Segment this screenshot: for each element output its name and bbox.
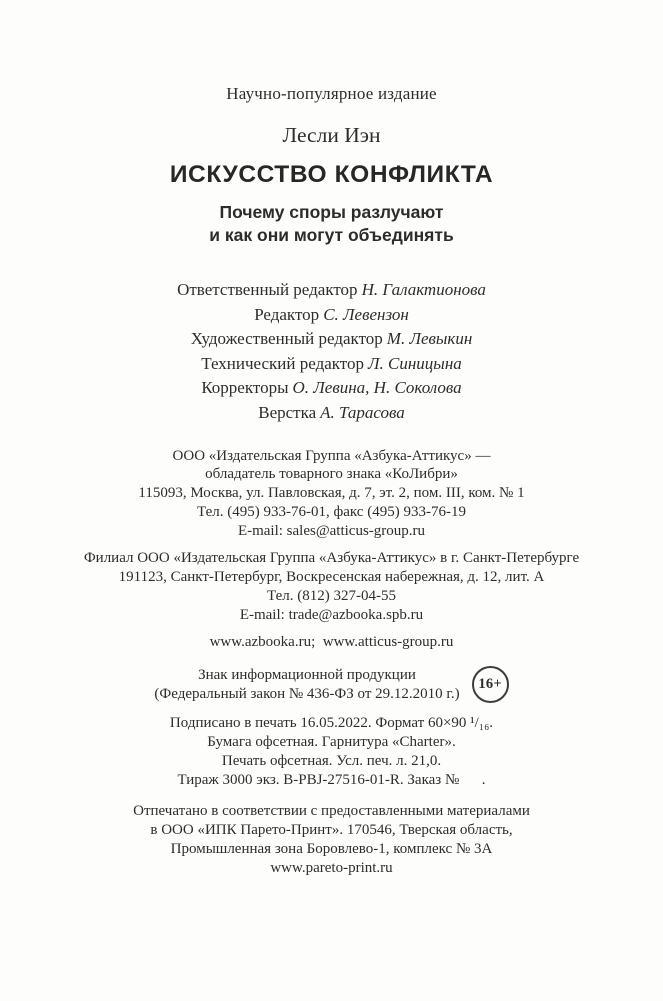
subtitle-line-1: Почему споры разлучают: [219, 202, 444, 222]
credit-row-layout: [0, 401, 663, 426]
printer-line: Промышленная зона Боровлево-1, комплекс № 3А: [170, 840, 493, 857]
credit-name: Н. Галактионова: [361, 280, 486, 299]
print-info-line: Бумага офсетная. Гарнитура «Charter».: [207, 734, 456, 751]
credit-role: Корректоры: [201, 378, 289, 398]
branch-address: 191123, Санкт-Петербург, Воскресенская набережная, д. 12, лит. А: [118, 569, 545, 585]
credit-name: О. Левина, Н. Соколова: [292, 378, 462, 398]
print-info-line: Печать офсетная. Усл. печ. л. 21,0.: [221, 753, 442, 770]
credit-role: Верстка: [258, 402, 317, 422]
credit-name: А. Тарасова: [320, 402, 405, 422]
age-mark-line-2: (Федеральный закон № 436-ФЗ от 29.12.2010 г.): [154, 685, 460, 702]
print-info: [0, 714, 663, 790]
print-info-line: Подписано в печать 16.05.2022. Формат 60×90 ¹/₁₆.: [169, 715, 494, 732]
credit-row-editor: [0, 303, 663, 328]
book-subtitle: [0, 201, 663, 247]
age-rating-badge: 16+: [472, 666, 509, 703]
credit-row-technical-editor: [0, 352, 663, 377]
credit-name: Л. Синицына: [368, 353, 462, 373]
publisher-info: [0, 447, 663, 542]
websites-line: www.azbooka.ru; www.atticus-group.ru: [209, 633, 454, 650]
credit-name: М. Левыкин: [386, 329, 473, 349]
credits-list: [0, 278, 663, 426]
printer-line: Отпечатано в соответствии с предоставленными материалами: [133, 803, 530, 820]
author-name: Лесли Иэн: [282, 123, 381, 147]
age-mark-section: [0, 666, 663, 704]
credit-role: Редактор: [254, 304, 320, 324]
publisher-line: обладатель товарного знака «КоЛибри»: [205, 466, 458, 483]
publisher-email: E-mail: sales@atticus-group.ru: [237, 523, 426, 540]
publisher-line: ООО «Издательская Группа «Азбука-Аттикус» —: [172, 447, 491, 464]
credit-row-managing-editor: [0, 278, 663, 303]
credit-row-art-editor: [0, 327, 663, 352]
book-title: ИСКУССТВО КОНФЛИКТА: [169, 161, 494, 188]
credit-name: С. Левензон: [323, 304, 409, 324]
printer-info: [0, 802, 663, 878]
printer-line: в ООО «ИПК Парето-Принт». 170546, Тверская область,: [150, 821, 513, 838]
publisher-address: 115093, Москва, ул. Павловская, д. 7, эт. 2, пом. III, ком. № 1: [138, 485, 525, 502]
credit-role: Ответственный редактор: [177, 280, 358, 299]
credit-role: Художественный редактор: [190, 329, 383, 349]
branch-line: Филиал ООО «Издательская Группа «Азбука-Аттикус» в г. Санкт-Петербурге: [83, 550, 580, 567]
branch-phone: Тел. (812) 327-04-55: [267, 587, 396, 604]
age-mark-text: [154, 666, 459, 704]
age-mark-line-1: Знак информационной продукции: [198, 666, 416, 683]
print-info-line: Тираж 3000 экз. B-PBJ-27516-01-R. Заказ № .: [177, 772, 486, 789]
printer-website: www.pareto-print.ru: [270, 859, 393, 876]
branch-email: E-mail: trade@azbooka.spb.ru: [239, 606, 424, 623]
publisher-phone: Тел. (495) 933-76-01, факс (495) 933-76-19: [197, 504, 466, 521]
edition-type: Научно-популярное издание: [226, 84, 437, 103]
credit-role: Технический редактор: [201, 353, 365, 373]
branch-info: [0, 549, 663, 625]
credit-row-proofreaders: [0, 376, 663, 401]
subtitle-line-2: и как они могут объединять: [209, 225, 454, 245]
